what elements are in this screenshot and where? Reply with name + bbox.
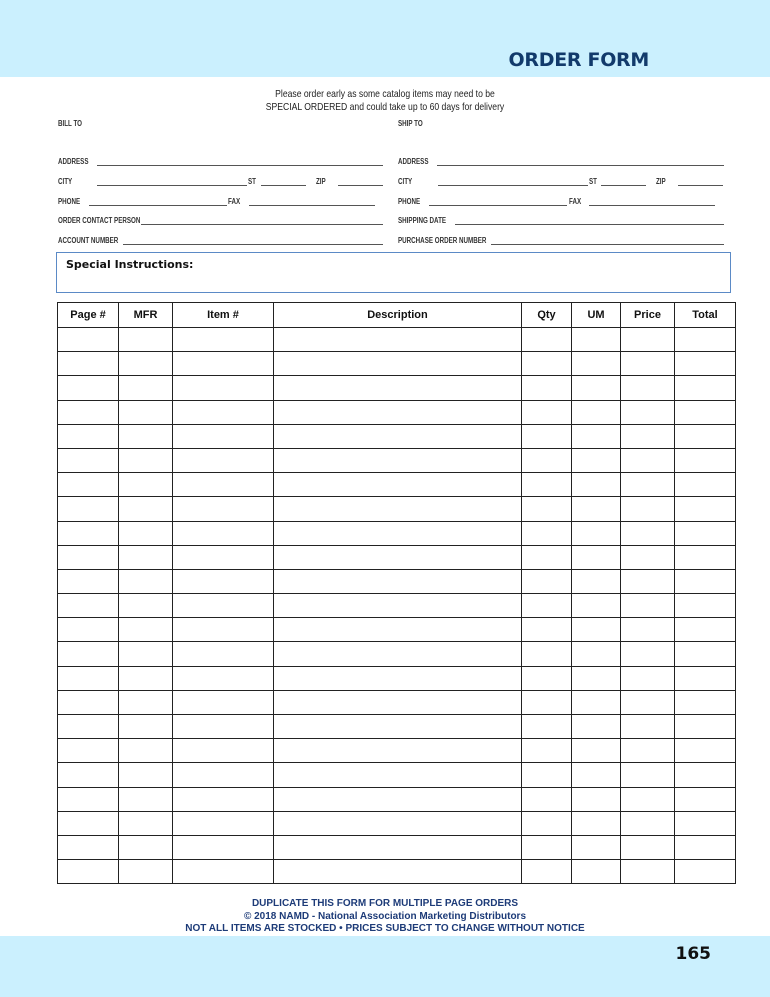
cell-qty[interactable] <box>522 690 572 714</box>
table-row <box>58 521 736 545</box>
table-row <box>58 424 736 448</box>
cell-total[interactable] <box>675 473 736 497</box>
ship-to-address-field[interactable] <box>437 165 724 166</box>
cell-total[interactable] <box>675 594 736 618</box>
table-row <box>58 835 736 859</box>
cell-item[interactable] <box>173 618 274 642</box>
cell-price[interactable] <box>621 642 675 666</box>
cell-total[interactable] <box>675 328 736 352</box>
cell-item[interactable] <box>173 328 274 352</box>
cell-page[interactable] <box>58 835 119 859</box>
cell-price[interactable] <box>621 787 675 811</box>
cell-um[interactable] <box>572 618 621 642</box>
bill-to-fax-label: FAX <box>228 197 241 206</box>
order-items-table <box>57 302 736 884</box>
cell-price[interactable] <box>621 424 675 448</box>
order-notice-line-2: SPECIAL ORDERED and could take up to 60 days for delivery <box>265 101 505 113</box>
cell-qty[interactable] <box>522 545 572 569</box>
cell-price[interactable] <box>621 739 675 763</box>
shipping-date-label: SHIPPING DATE <box>398 216 447 225</box>
shipping-date-field[interactable] <box>455 224 724 225</box>
cell-description[interactable] <box>274 715 522 739</box>
order-items-body <box>58 328 736 884</box>
cell-description[interactable] <box>274 497 522 521</box>
cell-page[interactable] <box>58 690 119 714</box>
cell-page[interactable] <box>58 448 119 472</box>
cell-qty[interactable] <box>522 787 572 811</box>
cell-um[interactable] <box>572 690 621 714</box>
cell-mfr[interactable] <box>119 763 173 787</box>
cell-mfr[interactable] <box>119 424 173 448</box>
bill-to-heading: BILL TO <box>58 119 83 128</box>
footer-copyright: © 2018 NAMD - National Association Marketing Distributors <box>243 911 527 922</box>
cell-um[interactable] <box>572 715 621 739</box>
cell-um[interactable] <box>572 521 621 545</box>
cell-total[interactable] <box>675 739 736 763</box>
table-row <box>58 594 736 618</box>
ship-to-heading: SHIP TO <box>398 119 423 128</box>
table-row <box>58 739 736 763</box>
cell-price[interactable] <box>621 545 675 569</box>
cell-um[interactable] <box>572 473 621 497</box>
special-instructions-box[interactable] <box>56 252 731 293</box>
cell-total[interactable] <box>675 352 736 376</box>
cell-item[interactable] <box>173 352 274 376</box>
table-row <box>58 400 736 424</box>
cell-mfr[interactable] <box>119 497 173 521</box>
cell-item[interactable] <box>173 569 274 593</box>
cell-price[interactable] <box>621 473 675 497</box>
cell-page[interactable] <box>58 666 119 690</box>
ship-to-phone-field[interactable] <box>429 205 567 206</box>
cell-um[interactable] <box>572 739 621 763</box>
cell-description[interactable] <box>274 376 522 400</box>
cell-page[interactable] <box>58 811 119 835</box>
cell-item[interactable] <box>173 763 274 787</box>
table-row <box>58 763 736 787</box>
cell-item[interactable] <box>173 521 274 545</box>
cell-item[interactable] <box>173 400 274 424</box>
cell-description[interactable] <box>274 860 522 884</box>
cell-page[interactable] <box>58 642 119 666</box>
ship-to-fax-label: FAX <box>569 197 582 206</box>
cell-total[interactable] <box>675 424 736 448</box>
cell-total[interactable] <box>675 690 736 714</box>
cell-total[interactable] <box>675 787 736 811</box>
table-row <box>58 376 736 400</box>
cell-um[interactable] <box>572 763 621 787</box>
cell-qty[interactable] <box>522 811 572 835</box>
cell-page[interactable] <box>58 763 119 787</box>
cell-um[interactable] <box>572 569 621 593</box>
cell-price[interactable] <box>621 715 675 739</box>
table-row <box>58 497 736 521</box>
cell-um[interactable] <box>572 448 621 472</box>
cell-total[interactable] <box>675 618 736 642</box>
cell-qty[interactable] <box>522 328 572 352</box>
cell-qty[interactable] <box>522 424 572 448</box>
footer-band <box>0 936 770 997</box>
cell-page[interactable] <box>58 497 119 521</box>
cell-total[interactable] <box>675 811 736 835</box>
cell-mfr[interactable] <box>119 545 173 569</box>
cell-total[interactable] <box>675 715 736 739</box>
special-instructions-label: Special Instructions: <box>66 258 194 271</box>
cell-total[interactable] <box>675 545 736 569</box>
ship-to-st-label: ST <box>589 177 597 186</box>
footer-disclaimer: NOT ALL ITEMS ARE STOCKED • PRICES SUBJECT TO CHANGE WITHOUT NOTICE <box>185 923 585 934</box>
cell-qty[interactable] <box>522 642 572 666</box>
cell-um[interactable] <box>572 328 621 352</box>
cell-mfr[interactable] <box>119 594 173 618</box>
cell-mfr[interactable] <box>119 521 173 545</box>
cell-item[interactable] <box>173 424 274 448</box>
cell-total[interactable] <box>675 376 736 400</box>
cell-price[interactable] <box>621 328 675 352</box>
cell-price[interactable] <box>621 448 675 472</box>
header-band <box>0 0 770 77</box>
cell-description[interactable] <box>274 424 522 448</box>
cell-um[interactable] <box>572 860 621 884</box>
table-header-row <box>58 303 736 328</box>
column-header-um: UM <box>572 303 621 328</box>
cell-qty[interactable] <box>522 835 572 859</box>
cell-um[interactable] <box>572 352 621 376</box>
column-header-price: Price <box>621 303 675 328</box>
ship-to-city-field[interactable] <box>438 185 588 186</box>
cell-mfr[interactable] <box>119 400 173 424</box>
cell-page[interactable] <box>58 860 119 884</box>
cell-mfr[interactable] <box>119 811 173 835</box>
cell-page[interactable] <box>58 400 119 424</box>
cell-qty[interactable] <box>522 448 572 472</box>
cell-item[interactable] <box>173 473 274 497</box>
cell-um[interactable] <box>572 497 621 521</box>
cell-qty[interactable] <box>522 473 572 497</box>
cell-um[interactable] <box>572 376 621 400</box>
table-row <box>58 328 736 352</box>
cell-price[interactable] <box>621 860 675 884</box>
table-row <box>58 642 736 666</box>
table-row <box>58 352 736 376</box>
cell-description[interactable] <box>274 400 522 424</box>
cell-um[interactable] <box>572 424 621 448</box>
column-header-qty: Qty <box>522 303 572 328</box>
cell-price[interactable] <box>621 497 675 521</box>
bill-to-zip-label: ZIP <box>316 177 326 186</box>
page-number: 165 <box>675 944 711 964</box>
cell-item[interactable] <box>173 787 274 811</box>
cell-price[interactable] <box>621 400 675 424</box>
cell-mfr[interactable] <box>119 569 173 593</box>
cell-mfr[interactable] <box>119 448 173 472</box>
bill-to-phone-field[interactable] <box>89 205 227 206</box>
purchase-order-number-label: PURCHASE ORDER NUMBER <box>398 236 487 245</box>
cell-item[interactable] <box>173 497 274 521</box>
cell-description[interactable] <box>274 569 522 593</box>
cell-price[interactable] <box>621 763 675 787</box>
cell-page[interactable] <box>58 376 119 400</box>
cell-qty[interactable] <box>522 763 572 787</box>
ship-to-city-label: CITY <box>398 177 413 186</box>
cell-mfr[interactable] <box>119 690 173 714</box>
cell-total[interactable] <box>675 497 736 521</box>
cell-item[interactable] <box>173 860 274 884</box>
cell-price[interactable] <box>621 835 675 859</box>
cell-qty[interactable] <box>522 376 572 400</box>
cell-description[interactable] <box>274 642 522 666</box>
cell-um[interactable] <box>572 811 621 835</box>
cell-qty[interactable] <box>522 521 572 545</box>
cell-item[interactable] <box>173 666 274 690</box>
cell-item[interactable] <box>173 715 274 739</box>
bill-to-phone-label: PHONE <box>58 197 81 206</box>
cell-description[interactable] <box>274 811 522 835</box>
order-notice-line-1: Please order early as some catalog items may need to be <box>275 88 495 100</box>
cell-total[interactable] <box>675 763 736 787</box>
bill-to-address-label: ADDRESS <box>58 157 89 166</box>
cell-um[interactable] <box>572 787 621 811</box>
cell-page[interactable] <box>58 569 119 593</box>
cell-price[interactable] <box>621 569 675 593</box>
cell-price[interactable] <box>621 811 675 835</box>
cell-price[interactable] <box>621 521 675 545</box>
cell-mfr[interactable] <box>119 860 173 884</box>
cell-page[interactable] <box>58 715 119 739</box>
ship-to-zip-label: ZIP <box>656 177 666 186</box>
ship-to-address-label: ADDRESS <box>398 157 429 166</box>
ship-to-phone-label: PHONE <box>398 197 421 206</box>
cell-total[interactable] <box>675 666 736 690</box>
bill-to-fax-field[interactable] <box>249 205 375 206</box>
cell-qty[interactable] <box>522 666 572 690</box>
cell-total[interactable] <box>675 835 736 859</box>
cell-price[interactable] <box>621 376 675 400</box>
cell-item[interactable] <box>173 690 274 714</box>
cell-um[interactable] <box>572 835 621 859</box>
table-row <box>58 473 736 497</box>
cell-description[interactable] <box>274 545 522 569</box>
column-header-description: Description <box>274 303 522 328</box>
cell-item[interactable] <box>173 739 274 763</box>
cell-page[interactable] <box>58 545 119 569</box>
cell-page[interactable] <box>58 328 119 352</box>
cell-description[interactable] <box>274 473 522 497</box>
table-row <box>58 690 736 714</box>
cell-total[interactable] <box>675 448 736 472</box>
cell-mfr[interactable] <box>119 787 173 811</box>
cell-description[interactable] <box>274 666 522 690</box>
cell-qty[interactable] <box>522 569 572 593</box>
cell-mfr[interactable] <box>119 473 173 497</box>
cell-item[interactable] <box>173 811 274 835</box>
cell-um[interactable] <box>572 400 621 424</box>
cell-qty[interactable] <box>522 860 572 884</box>
column-header-total: Total <box>675 303 736 328</box>
table-row <box>58 666 736 690</box>
table-row <box>58 811 736 835</box>
ship-to-zip-field[interactable] <box>678 185 723 186</box>
cell-qty[interactable] <box>522 400 572 424</box>
column-header-page: Page # <box>58 303 119 328</box>
cell-total[interactable] <box>675 400 736 424</box>
cell-page[interactable] <box>58 521 119 545</box>
cell-price[interactable] <box>621 352 675 376</box>
cell-um[interactable] <box>572 642 621 666</box>
cell-qty[interactable] <box>522 352 572 376</box>
table-row <box>58 545 736 569</box>
cell-qty[interactable] <box>522 594 572 618</box>
table-row <box>58 448 736 472</box>
footer-duplicate-note: DUPLICATE THIS FORM FOR MULTIPLE PAGE ORDERS <box>251 898 519 909</box>
cell-mfr[interactable] <box>119 618 173 642</box>
account-number-field[interactable] <box>123 244 383 245</box>
cell-page[interactable] <box>58 618 119 642</box>
cell-mfr[interactable] <box>119 352 173 376</box>
column-header-item: Item # <box>173 303 274 328</box>
order-contact-person-label: ORDER CONTACT PERSON <box>58 216 141 225</box>
column-header-mfr: MFR <box>119 303 173 328</box>
cell-description[interactable] <box>274 763 522 787</box>
order-contact-person-field[interactable] <box>141 224 383 225</box>
table-row <box>58 787 736 811</box>
cell-item[interactable] <box>173 448 274 472</box>
cell-item[interactable] <box>173 642 274 666</box>
cell-qty[interactable] <box>522 715 572 739</box>
bill-to-city-label: CITY <box>58 177 73 186</box>
cell-price[interactable] <box>621 690 675 714</box>
cell-item[interactable] <box>173 545 274 569</box>
table-row <box>58 569 736 593</box>
cell-description[interactable] <box>274 448 522 472</box>
cell-total[interactable] <box>675 860 736 884</box>
cell-item[interactable] <box>173 835 274 859</box>
cell-price[interactable] <box>621 618 675 642</box>
page-title: ORDER FORM <box>508 49 649 71</box>
cell-description[interactable] <box>274 690 522 714</box>
ship-to-st-field[interactable] <box>601 185 646 186</box>
purchase-order-number-field[interactable] <box>491 244 724 245</box>
cell-description[interactable] <box>274 739 522 763</box>
cell-mfr[interactable] <box>119 642 173 666</box>
cell-description[interactable] <box>274 594 522 618</box>
cell-mfr[interactable] <box>119 835 173 859</box>
cell-um[interactable] <box>572 545 621 569</box>
cell-price[interactable] <box>621 594 675 618</box>
bill-to-st-label: ST <box>248 177 256 186</box>
cell-page[interactable] <box>58 739 119 763</box>
cell-total[interactable] <box>675 642 736 666</box>
cell-page[interactable] <box>58 473 119 497</box>
cell-description[interactable] <box>274 835 522 859</box>
cell-total[interactable] <box>675 569 736 593</box>
bill-to-address-field[interactable] <box>97 165 383 166</box>
cell-um[interactable] <box>572 594 621 618</box>
cell-mfr[interactable] <box>119 715 173 739</box>
table-row <box>58 715 736 739</box>
cell-mfr[interactable] <box>119 328 173 352</box>
cell-item[interactable] <box>173 594 274 618</box>
cell-qty[interactable] <box>522 618 572 642</box>
cell-description[interactable] <box>274 618 522 642</box>
bill-to-city-field[interactable] <box>97 185 247 186</box>
cell-page[interactable] <box>58 787 119 811</box>
bill-to-st-field[interactable] <box>261 185 306 186</box>
cell-mfr[interactable] <box>119 739 173 763</box>
table-row <box>58 618 736 642</box>
cell-item[interactable] <box>173 376 274 400</box>
ship-to-fax-field[interactable] <box>589 205 715 206</box>
cell-mfr[interactable] <box>119 666 173 690</box>
cell-price[interactable] <box>621 666 675 690</box>
cell-description[interactable] <box>274 352 522 376</box>
cell-total[interactable] <box>675 521 736 545</box>
cell-mfr[interactable] <box>119 376 173 400</box>
bill-to-zip-field[interactable] <box>338 185 383 186</box>
cell-page[interactable] <box>58 424 119 448</box>
cell-page[interactable] <box>58 352 119 376</box>
cell-qty[interactable] <box>522 497 572 521</box>
cell-um[interactable] <box>572 666 621 690</box>
cell-description[interactable] <box>274 787 522 811</box>
cell-description[interactable] <box>274 521 522 545</box>
cell-description[interactable] <box>274 328 522 352</box>
table-row <box>58 860 736 884</box>
cell-qty[interactable] <box>522 739 572 763</box>
account-number-label: ACCOUNT NUMBER <box>58 236 119 245</box>
cell-page[interactable] <box>58 594 119 618</box>
